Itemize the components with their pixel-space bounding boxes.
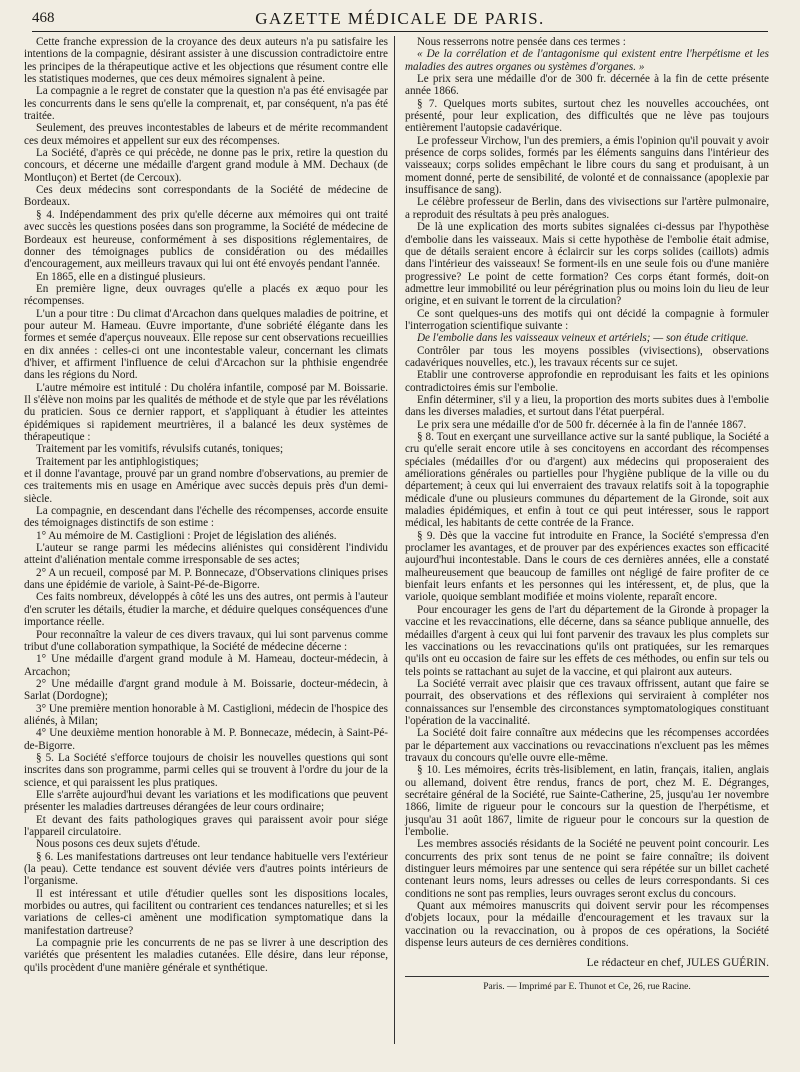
paragraph: Nous posons ces deux sujets d'étude.	[36, 838, 201, 851]
paragraph: La Société verrait avec plaisir que ces travaux offrissent, autant que faire se pourrait, des observations et des réflexions qui serviraient à compléter nos connaissances sur l'ensemble des circonstances symptomatologiques constituant l'opération de la vaccinalité.	[405, 677, 769, 727]
paragraph: Enfin déterminer, s'il y a lieu, la proportion des morts subites dues à l'embolie dans les diverses maladies, et surtout dans l'état puerpéral.	[405, 393, 769, 419]
paragraph: Etablir une controverse approfondie en reproduisant les faits et les opinions contradictoires émis sur l'embolie.	[405, 369, 769, 394]
paragraph: L'auteur se range parmi les médecins aliénistes qui considèrent l'individu atteint d'aliénation mentale comme irresponsable de ses actes;	[24, 542, 388, 567]
list-item: 2° A un recueil, composé par M. P. Bonnecaze, d'Observations cliniques prises dans une épidémie de variole, à Saint-Pé-de-Bigorre.	[24, 566, 388, 592]
paragraph: La Société, d'après ce qui précède, ne donne pas le prix, retire la question du concours, et décerne une médaille d'argent grand module à MM. Dechaux (de Montluçon) et Bertet (de Cercoux).	[24, 147, 388, 184]
paragraph: En 1865, elle en a distingué plusieurs.	[36, 270, 206, 283]
paragraph: Pour encourager les gens de l'art du département de la Gironde à propager la vaccine et les revaccinations, elle décerne, dans sa séance publique annuelle, des médailles d'argent à ceux qui lui font parvenir des travaux les plus complets sur les vaccinations ou les revaccinations qu'ils ont pratiquées, sur les remarques qu'ils ont eu occasion de faire sur les effets de ces méthodes, ou enfin sur tels ou tels points se rattachant au sujet de la vaccine, et qui plairont aux auteurs.	[405, 603, 769, 678]
paragraph: Ces deux médecins sont correspondants de la Société de médecine de Bordeaux.	[24, 184, 388, 209]
list-item: 1° Une médaille d'argent grand module à M. Hameau, docteur-médecin, à Arcachon;	[24, 653, 388, 678]
column-divider	[394, 36, 395, 1044]
paragraph: La Société doit faire connaître aux médecins que les récompenses accordées par le département aux vaccinations ou revaccinations n'excluent pas les mêmes travaux du concours qu'elle ouvre elle-même.	[405, 727, 769, 764]
paragraph: La compagnie prie les concurrents de ne pas se livrer à une description des variétés que présentent les maladies cutanées. Elle désire, dans leur réponse, qu'ils procèdent d'une manière générale et synthétique.	[24, 937, 388, 974]
paragraph: Le professeur Virchow, l'un des premiers, a émis l'opinion qu'il pouvait y avoir présence de corps solides, formés par les éléments sanguins dans l'intérieur des vaisseaux; corps solides empêchant le libre cours du sang et produisant, à un moment donné, perte de sensibilité, de volonté et de connaissance (apoplexie par insuffisance de sang).	[405, 134, 769, 197]
list-item: 2° Une médaille d'argnt grand module à M. Boissarie, docteur-médecin, à Sarlat (Dordogne);	[24, 677, 388, 703]
editor-signature: Le rédacteur en chef, JULES GUÉRIN.	[586, 957, 769, 970]
paragraph: Contrôler par tous les moyens possibles (vivisections), observations cadavériques nouvelles, etc.), les travaux récents sur ce sujet.	[405, 344, 769, 369]
paragraph: Et devant des faits pathologiques graves qui paraissent avoir pour siége l'appareil circulatoire.	[24, 813, 388, 838]
paragraph: et il donne l'avantage, prouvé par un grand nombre d'observations, au premier de ces traitements mis en usage en Amérique avec succès depuis près d'un demi-siècle.	[24, 468, 388, 505]
paragraph: Traitement par les antiphlogistiques;	[36, 455, 199, 468]
paragraph: La compagnie, en descendant dans l'échelle des récompenses, accorde ensuite des témoignages distinctifs de son estime :	[24, 505, 388, 530]
right-column	[405, 36, 769, 993]
section-6: § 6. Les manifestations dartreuses ont leur tendance habituelle vers l'extérieur (la peau). Cette tendance est souvent déviée vers d'autres points intérieurs de l'organisme.	[24, 850, 388, 888]
section-8: § 8. Tout en exerçant une surveillance active sur la santé publique, la Société a cru qu'elle serait encore utile à ses concitoyens en accordant des récompenses spéciales (médailles d'or ou d'argent) aux médecins qui proposeraient des améliorations générales ou partielles pour l'hygiène publique de la ville ou du département; à ceux qui lui enverraient des travaux relatifs soit à la topographie médicale d'une ou plusieurs communes du département de la Gironde, soit aux maladies épidémiques, et enfin à tout ce qui peut intéresser, sous le rapport médical, les habitants de cette contrée de la France.	[405, 431, 769, 530]
paragraph: Il est intéressant et utile d'étudier quelles sont les dispositions locales, morbides ou autres, qui facilitent ou contrarient ces tendances naturelles; et si les variations de celles-ci amènent une modification symptomatique dans la manifestation dartreuse?	[24, 887, 388, 937]
paragraph: Le célèbre professeur de Berlin, dans des vivisections sur l'artère pulmonaire, a reproduit des résultats à peu près analogues.	[405, 196, 769, 221]
paragraph: Traitement par les vomitifs, révulsifs cutanés, toniques;	[36, 443, 284, 456]
paragraph: En première ligne, deux ouvrages qu'elle a placés ex æquo pour les récompenses.	[24, 282, 388, 308]
paragraph: Ces faits nombreux, développés à côté les uns des autres, ont permis à l'auteur d'en scruter les détails, étudier la marche, et déduire quelques conséquences d'une importance réelle.	[24, 591, 388, 629]
paragraph: Les membres associés résidants de la Société ne peuvent point concourir. Les concurrents des prix sont tenus de ne point se faire connaître; ils doivent distinguer leurs mémoires par une sentence qui sera répétée sur un billet cacheté contenant leurs noms, leurs adresses ou celles de leurs correspondants. Si ces conditions ne sont pas remplies, leurs ouvrages seront exclus du concours.	[405, 838, 769, 900]
printer-imprint: Paris. — Imprimé par E. Thunot et Ce, 26, rue Racine.	[483, 981, 691, 992]
paragraph: Pour reconnaître la valeur de ces divers travaux, qui lui sont parvenus comme tribut d'une collaboration sympathique, la Société de médecine décerne :	[24, 628, 388, 653]
question-text: De l'embolie dans les vaisseaux veineux et artériels; — son étude critique.	[417, 332, 749, 345]
section-7: § 7. Quelques morts subites, surtout chez les nouvelles accouchées, ont présenté, pour leur explication, des difficultés que ne lève pas toujours entièrement l'autopsie cadavérique.	[405, 97, 769, 135]
list-item: 3° Une première mention honorable à M. Castiglioni, médecin de l'hospice des aliénés, à Milan;	[24, 702, 388, 727]
list-item: 4° Une deuxième mention honorable à M. P. Bonnecaze, médecin, à Saint-Pé-de-Bigorre.	[24, 727, 388, 752]
section-5: § 5. La Société s'efforce toujours de choisir les nouvelles questions qui sont inscrites dans son programme, parmi celles qui se trouvent à l'ordre du jour de la science, et qui paraissent les plus pratiques.	[24, 751, 388, 789]
section-4: § 4. Indépendamment des prix qu'elle décerne aux mémoires qui ont traité avec succès les questions posées dans son programme, la Société de médecine de Bordeaux est heureuse, conformément à ses dispositions réglementaires, de donner des témoignages publics de considération ou des médailles d'encouragement, aux meilleurs travaux qui lui ont été envoyés pendant l'année.	[24, 208, 388, 271]
paragraph: Quant aux mémoires manuscrits qui doivent servir pour les récompenses d'objets locaux, pour la médaille d'encouragement et les travaux sur la vaccination ou la revaccination, ou à propos de ces opérations, la Société dispense leurs auteurs de ces dernières conditions.	[405, 900, 769, 950]
paragraph: De là une explication des morts subites signalées ci-dessus par l'hypothèse d'embolie dans les vaisseaux. Mais si cette hypothèse de l'embolie était admise, que de détails seraient encore à éclaircir sur les corps solides (caillots) admis dans l'intérieur des vaisseaux! Se forment-ils en une seule fois ou d'une manière progressive? Le point de cette formation? Ces corps étant formés, doit-on admettre leur immobilité ou leur pérégrination plus ou moins loin du lieu de leur origine, et en suivant le torrent de la circulation?	[405, 221, 769, 308]
list-item: 1° Au mémoire de M. Castiglioni : Projet de législation des aliénés.	[36, 529, 337, 542]
paragraph: Cette franche expression de la croyance des deux auteurs n'a pu satisfaire les intentions de la compagnie, désirant assister à une discussion contradictoire entre les principes de la thérapeutique active et les objections que résument contre elle les statistiques modernes, que ces deux mémoires signalent à peine.	[24, 36, 388, 86]
left-column	[24, 36, 388, 974]
question-quote	[405, 48, 769, 73]
paragraph: Le prix sera une médaille d'or de 500 fr. décernée à la fin de l'année 1867.	[417, 418, 747, 431]
paragraph: L'un a pour titre : Du climat d'Arcachon dans quelques maladies de poitrine, et pour auteur M. Hameau. Œuvre importante, d'une sobriété élégante dans les formes et semée d'aperçus nouveaux. Elle repose sur cent observations recueillies en dix années : celles-ci ont une incontestable valeur, concernant les climats d'hiver, et affirment l'influence de celui d'Arcachon sur la phthisie engendrée dans les régions du Nord.	[24, 307, 388, 382]
page-number: 468	[32, 10, 55, 26]
journal-title: GAZETTE MÉDICALE DE PARIS.	[255, 9, 545, 28]
paragraph: Nous resserrons notre pensée dans ces termes :	[417, 36, 626, 48]
paragraph: Ce sont quelques-uns des motifs qui ont décidé la compagnie à formuler l'interrogation scientifique suivante :	[405, 307, 769, 332]
paragraph: La compagnie a le regret de constater que la question n'a pas été envisagée par les concurrents dans le sens qu'elle la comprenait, et, par conséquent, n'a pas été traitée.	[24, 85, 388, 123]
page-header	[32, 8, 768, 30]
paragraph: Elle s'arrête aujourd'hui devant les variations et les modifications que peuvent présenter les maladies dartreuses dérangées de leur cours ordinaire;	[24, 788, 388, 814]
paragraph: Seulement, des preuves incontestables de labeurs et de mérite recommandent ces deux mémoires et appellent sur eux des récompenses.	[24, 122, 388, 147]
question-title	[405, 332, 769, 344]
footer-rule	[405, 976, 769, 977]
section-9: § 9. Dès que la vaccine fut introduite en France, la Société s'empressa d'en proclamer les avantages, et de prouver par des expériences exactes son efficacité aujourd'hui incontestable. Dans le cours de ces dernières années, elle a constaté malheureusement que beaucoup de familles ont négligé de faire profiter de ce bienfait leurs enfants et les personnes qui les intéressent, et, de plus, que la variole, quoique semblant modifiée et moins violente, reparaît encore.	[405, 529, 769, 604]
header-rule	[32, 31, 768, 32]
question-text: « De la corrélation et de l'antagonisme qui existent entre l'herpétisme et les maladies des autres organes ou systèmes d'organes. »	[405, 48, 769, 73]
paragraph: L'autre mémoire est intitulé : Du choléra infantile, composé par M. Boissarie. Il s'élève non moins par les qualités de méthode et de style que par les révélations du praticien. Sous ce dernier rapport, et s'appliquant à étudier les atteintes épidémiques si rapidement meurtrières, il a balancé les deux systèmes de thérapeutique :	[24, 381, 388, 443]
section-10: § 10. Les mémoires, écrits très-lisiblement, en latin, français, italien, anglais ou allemand, doivent être rendus, francs de port, chez M. E. Dégranges, secrétaire général de la Société, rue Sainte-Catherine, 25, jusqu'au 1er novembre 1866, limite de rigueur pour le concours sur la question de l'herpétisme, et jusqu'au 31 août 1867, limite de rigueur pour le concours sur la question de l'embolie.	[405, 764, 769, 838]
paragraph: Le prix sera une médaille d'or de 300 fr. décernée à la fin de cette présente année 1866.	[405, 73, 769, 98]
